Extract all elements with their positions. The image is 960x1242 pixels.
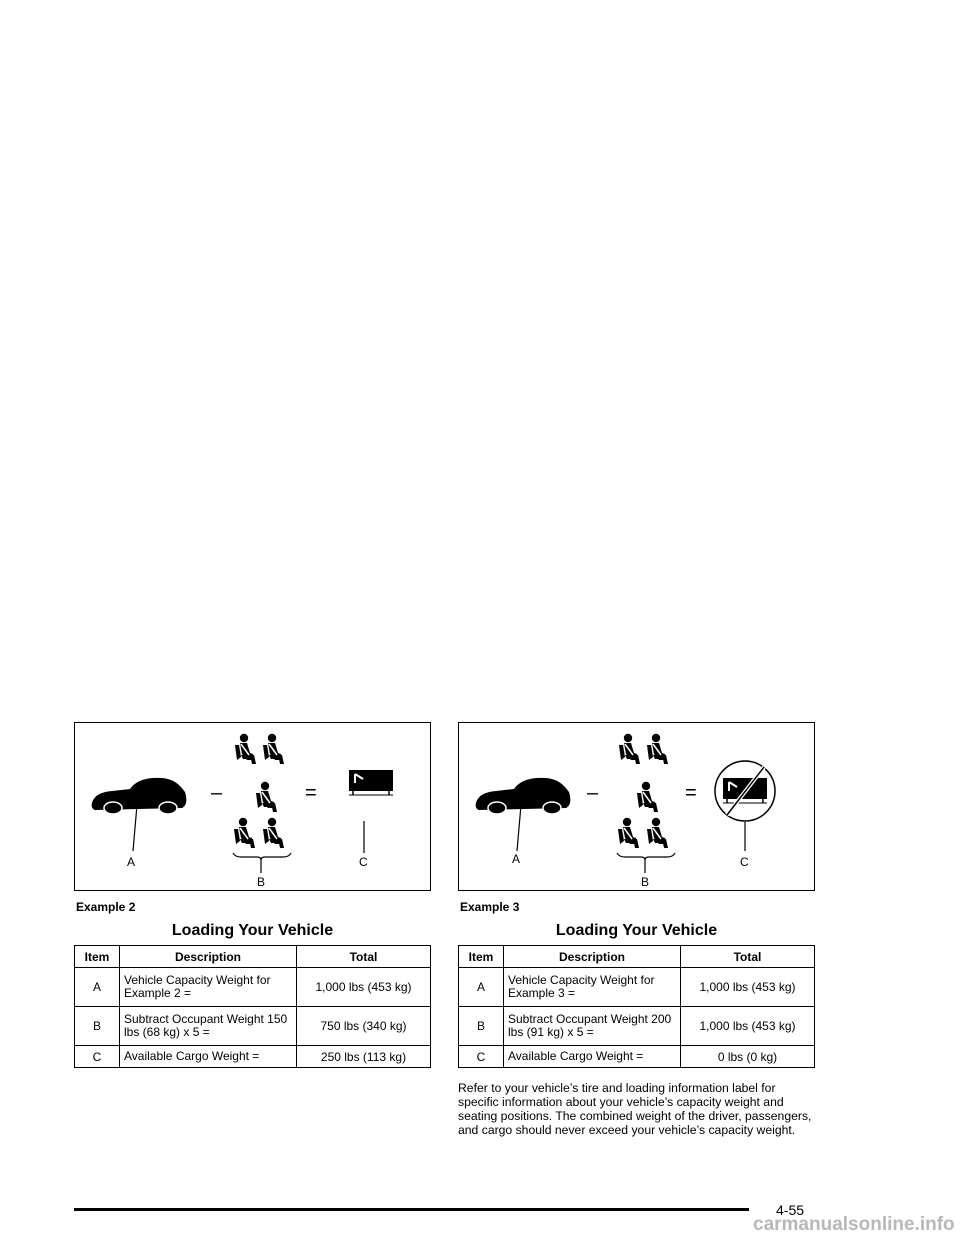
loading-table-example-2 [74,945,431,1068]
occupant-icon [235,734,256,764]
table-row [459,1007,815,1046]
header-total: Total [681,946,815,968]
table-row [75,1007,431,1046]
watermark: carmanualsonline.info [753,1214,955,1235]
cell-total: 250 lbs (113 kg) [297,1046,431,1068]
cargo-icon [349,770,393,795]
occupant-icon [234,818,255,848]
equals-sign: = [305,782,317,804]
minus-sign: – [211,782,223,804]
figure-caption: Example 2 [76,900,136,914]
label-b: B [257,875,266,889]
occupant-icon [647,734,668,764]
header-description: Description [504,946,681,968]
page-number: 4-55 [776,1202,805,1218]
cell-total: 1,000 lbs (453 kg) [297,968,431,1007]
cell-item: A [459,968,504,1007]
car-icon [476,778,571,814]
label-b: B [641,875,650,889]
footer-rule [74,1208,749,1211]
cell-total: 0 lbs (0 kg) [681,1046,815,1068]
label-a-line [517,805,521,851]
car-icon [92,778,187,814]
brace [233,853,291,860]
occupant-icon [647,818,668,848]
cell-total: 1,000 lbs (453 kg) [681,968,815,1007]
figure-caption: Example 3 [460,900,520,914]
cell-description: Subtract Occupant Weight 200 lbs (91 kg) x 5 = [504,1007,681,1046]
example-3-illustration [459,723,814,890]
table-row [75,1046,431,1068]
capacity-note-paragraph: Refer to your vehicle’s tire and loading information label for specific information about your vehicle’s capacity weight and seating positions. The combined weight of the driver, passengers, and cargo should never exceed your vehicle’s capacity weight. [458,1081,812,1137]
header-item: Item [459,946,504,968]
table-title: Loading Your Vehicle [171,922,334,939]
label-c: C [359,855,368,869]
cell-total: 750 lbs (340 kg) [297,1007,431,1046]
occupant-icon [618,818,639,848]
cell-item: C [75,1046,120,1068]
table-header-row [459,946,815,968]
cell-item: C [459,1046,504,1068]
example-3-column [458,722,815,1137]
cell-item: B [75,1007,120,1046]
example-2-column [74,722,431,1068]
label-c: C [740,855,749,869]
table-row [459,1046,815,1068]
cell-description: Vehicle Capacity Weight for Example 3 = [504,968,681,1007]
cell-description: Vehicle Capacity Weight for Example 2 = [120,968,297,1007]
cell-description: Available Cargo Weight = [120,1046,297,1068]
cell-item: B [459,1007,504,1046]
table-row [459,968,815,1007]
loading-table-example-3 [458,945,815,1068]
header-description: Description [120,946,297,968]
header-item: Item [75,946,120,968]
brace [617,853,675,860]
table-title: Loading Your Vehicle [555,922,718,939]
equals-sign: = [685,782,697,804]
label-a: A [127,855,136,869]
table-row [75,968,431,1007]
example-2-diagram [74,722,431,891]
occupant-icon [256,782,277,812]
label-a-line [133,805,137,851]
header-total: Total [297,946,431,968]
example-3-diagram [458,722,815,891]
cell-description: Available Cargo Weight = [504,1046,681,1068]
table-header-row [75,946,431,968]
cell-description: Subtract Occupant Weight 150 lbs (68 kg) x 5 = [120,1007,297,1046]
cell-item: A [75,968,120,1007]
occupant-icon [637,782,658,812]
cell-total: 1,000 lbs (453 kg) [681,1007,815,1046]
example-2-illustration [75,723,430,890]
occupant-icon [619,734,640,764]
occupant-icon [263,818,284,848]
label-a: A [512,852,521,866]
minus-sign: – [587,782,599,804]
occupant-icon [263,734,284,764]
